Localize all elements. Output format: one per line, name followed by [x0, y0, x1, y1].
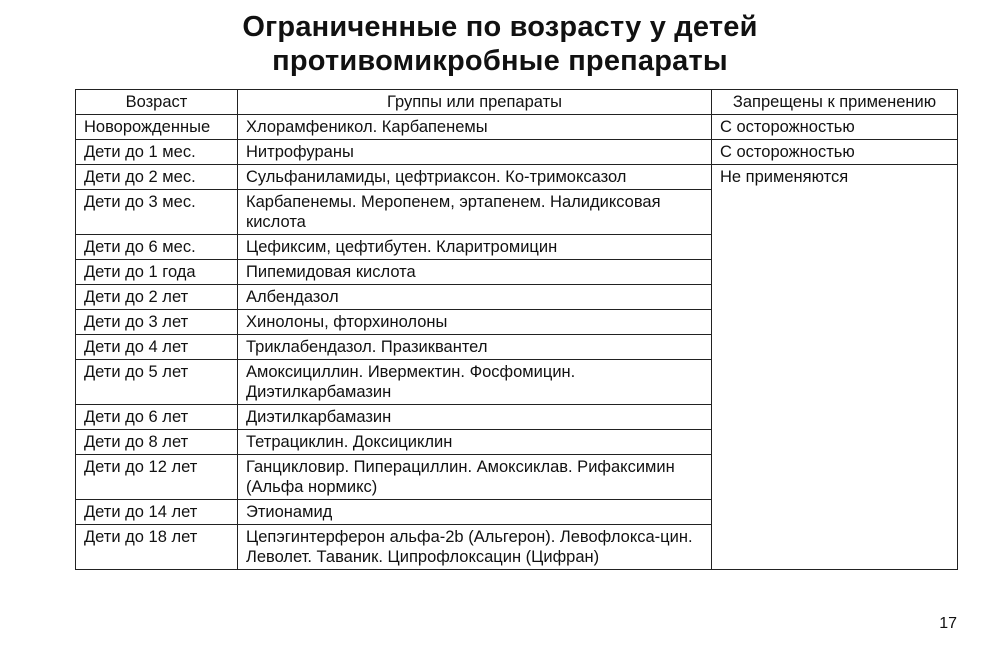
header-restriction: Запрещены к применению [712, 90, 958, 115]
drugs-cell: Цепэгинтерферон альфа-2b (Альгерон). Левофлокса-цин. Леволет. Таваник. Ципрофлоксацин (Цифран) [238, 525, 712, 570]
page-number: 17 [939, 615, 957, 632]
table-row [76, 140, 958, 165]
header-drugs: Группы или препараты [238, 90, 712, 115]
age-cell: Дети до 6 лет [76, 405, 238, 430]
age-cell: Дети до 12 лет [76, 455, 238, 500]
age-cell: Дети до 18 лет [76, 525, 238, 570]
drugs-cell: Ганцикловир. Пиперациллин. Амоксиклав. Рифаксимин (Альфа нормикс) [238, 455, 712, 500]
drugs-cell: Цефиксим, цефтибутен. Кларитромицин [238, 235, 712, 260]
drugs-cell: Албендазол [238, 285, 712, 310]
drugs-cell: Пипемидовая кислота [238, 260, 712, 285]
title-line-1: Ограниченные по возрасту у детей [242, 11, 758, 43]
header-age: Возраст [76, 90, 238, 115]
drugs-cell: Тетрациклин. Доксициклин [238, 430, 712, 455]
drugs-cell: Триклабендазол. Празиквантел [238, 335, 712, 360]
drugs-cell: Сульфаниламиды, цефтриаксон. Ко-тримоксазол [238, 165, 712, 190]
page-title [0, 10, 1000, 78]
age-cell: Дети до 3 мес. [76, 190, 238, 235]
title-line-2: противомикробные препараты [272, 45, 728, 77]
restriction-cell: С осторожностью [712, 115, 958, 140]
restriction-cell-merged: Не применяются [712, 165, 958, 570]
age-cell: Дети до 2 мес. [76, 165, 238, 190]
table-row [76, 165, 958, 190]
age-cell: Дети до 14 лет [76, 500, 238, 525]
age-cell: Дети до 1 года [76, 260, 238, 285]
age-cell: Дети до 6 мес. [76, 235, 238, 260]
table-row [76, 115, 958, 140]
drugs-cell: Этионамид [238, 500, 712, 525]
table-header-row [76, 90, 958, 115]
restriction-cell: С осторожностью [712, 140, 958, 165]
age-cell: Дети до 3 лет [76, 310, 238, 335]
antimicrobial-age-table [75, 89, 958, 570]
drugs-cell: Диэтилкарбамазин [238, 405, 712, 430]
age-cell: Дети до 1 мес. [76, 140, 238, 165]
age-cell: Дети до 5 лет [76, 360, 238, 405]
age-cell: Новорожденные [76, 115, 238, 140]
age-cell: Дети до 4 лет [76, 335, 238, 360]
drugs-cell: Амоксициллин. Ивермектин. Фосфомицин. Диэтилкарбамазин [238, 360, 712, 405]
drugs-cell: Нитрофураны [238, 140, 712, 165]
age-cell: Дети до 2 лет [76, 285, 238, 310]
drugs-cell: Карбапенемы. Меропенем, эртапенем. Налидиксовая кислота [238, 190, 712, 235]
drugs-cell: Хинолоны, фторхинолоны [238, 310, 712, 335]
age-cell: Дети до 8 лет [76, 430, 238, 455]
drugs-cell: Хлорамфеникол. Карбапенемы [238, 115, 712, 140]
